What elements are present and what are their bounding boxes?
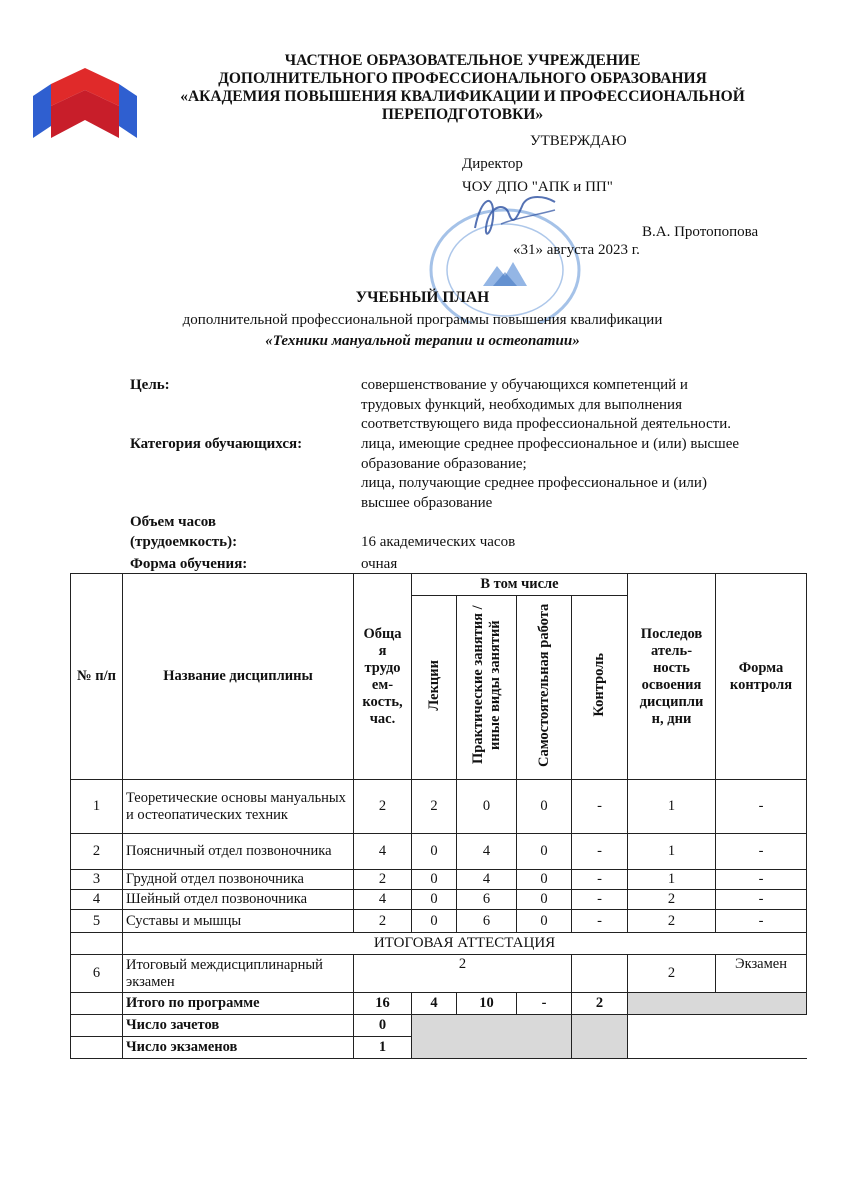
category-line: лица, получающие среднее профессиональное и (или) (361, 475, 707, 491)
final-exam-row: 6 Итоговый междисциплинарный экзамен 2 2 Экзамен (71, 955, 807, 993)
category-value (361, 435, 739, 513)
approve-label: УТВЕРЖДАЮ (530, 133, 627, 149)
category-label: Категория обучающихся: (130, 436, 303, 452)
org-short-label: ЧОУ ДПО "АПК и ПП" (462, 179, 613, 195)
table-row: 3 Грудной отдел позвоночника 2 0 4 0 - 1 - (71, 870, 807, 890)
final-exam-form: Экзамен (716, 955, 807, 993)
org-line: ПЕРЕПОДГОТОВКИ» (381, 106, 544, 123)
category-line: образование образование; (361, 455, 527, 472)
document-title: УЧЕБНЫЙ ПЛАН (355, 289, 490, 306)
header-control-form: Форма контроля (716, 574, 807, 780)
organization-heading (150, 52, 775, 124)
header-total-hours: Обща я трудо ем- кость, час. (354, 574, 412, 780)
org-line: ЧАСТНОЕ ОБРАЗОВАТЕЛЬНОЕ УЧРЕЖДЕНИЕ (284, 52, 641, 69)
document-subtitle: дополнительной профессиональной программы повышения квалификации (182, 312, 663, 328)
program-total-row: Итого по программе 16 4 10 - 2 (71, 993, 807, 1015)
header-discipline: Название дисциплины (123, 574, 354, 780)
header-practice: Практические занятия / иные виды занятий (457, 596, 517, 780)
position-label: Директор (462, 156, 523, 172)
goal-line: трудовых функций, необходимых для выполнения (361, 396, 682, 413)
header-lectures: Лекции (412, 596, 457, 780)
approval-date: «31» августа 2023 г. (513, 242, 640, 258)
goal-label: Цель: (130, 377, 170, 393)
category-line: высшее образование (361, 494, 493, 511)
hours-label: Объем часов (трудоемкость): (130, 514, 238, 550)
table-header-row (71, 574, 807, 596)
header-self-study: Самостоятельная работа (517, 596, 572, 780)
header-number: № п/п (71, 574, 123, 780)
exams-row: Число экзаменов 1 (71, 1037, 807, 1059)
goal-value (361, 376, 731, 435)
table-row: 2 Поясничный отдел позвоночника 4 0 4 0 - 1 - (71, 834, 807, 870)
table-row: 1 Теоретические основы мануальных и остеопатических техник 2 2 0 0 - 1 - (71, 780, 807, 834)
final-exam-days: 2 (628, 955, 716, 993)
signer-name: В.А. Протопопова (642, 224, 759, 240)
table-row: 4 Шейный отдел позвоночника 4 0 6 0 - 2 - (71, 890, 807, 910)
header-sequence: Последов атель- ность освоения дисципли н, дни (628, 574, 716, 780)
final-attestation-label: ИТОГОВАЯ АТТЕСТАЦИЯ (123, 933, 807, 955)
credits-row: Число зачетов 0 (71, 1015, 807, 1037)
curriculum-table (70, 573, 807, 1059)
goal-line: совершенствование у обучающихся компетенций и (361, 377, 688, 393)
org-line: «АКАДЕМИЯ ПОВЫШЕНИЯ КВАЛИФИКАЦИИ И ПРОФЕССИОНАЛЬНОЙ (180, 88, 745, 105)
header-control: Контроль (572, 596, 628, 780)
org-line: ДОПОЛНИТЕЛЬНОГО ПРОФЕССИОНАЛЬНОГО ОБРАЗОВАНИЯ (218, 70, 707, 87)
table-row: 5 Суставы и мышцы 2 0 6 0 - 2 - (71, 910, 807, 933)
form-label: Форма обучения: (130, 556, 248, 572)
final-exam-hours: 2 (354, 955, 572, 993)
program-name: «Техники мануальной терапии и остеопатии» (265, 333, 580, 349)
hours-value: 16 академических часов (361, 534, 516, 550)
final-attestation-section (71, 933, 807, 955)
category-line: лица, имеющие среднее профессиональное и (или) высшее (361, 436, 740, 452)
form-value: очная (361, 556, 398, 572)
header-including: В том числе (412, 574, 628, 596)
goal-line: соответствующего вида профессиональной деятельности. (361, 416, 731, 432)
academy-logo (33, 68, 137, 138)
